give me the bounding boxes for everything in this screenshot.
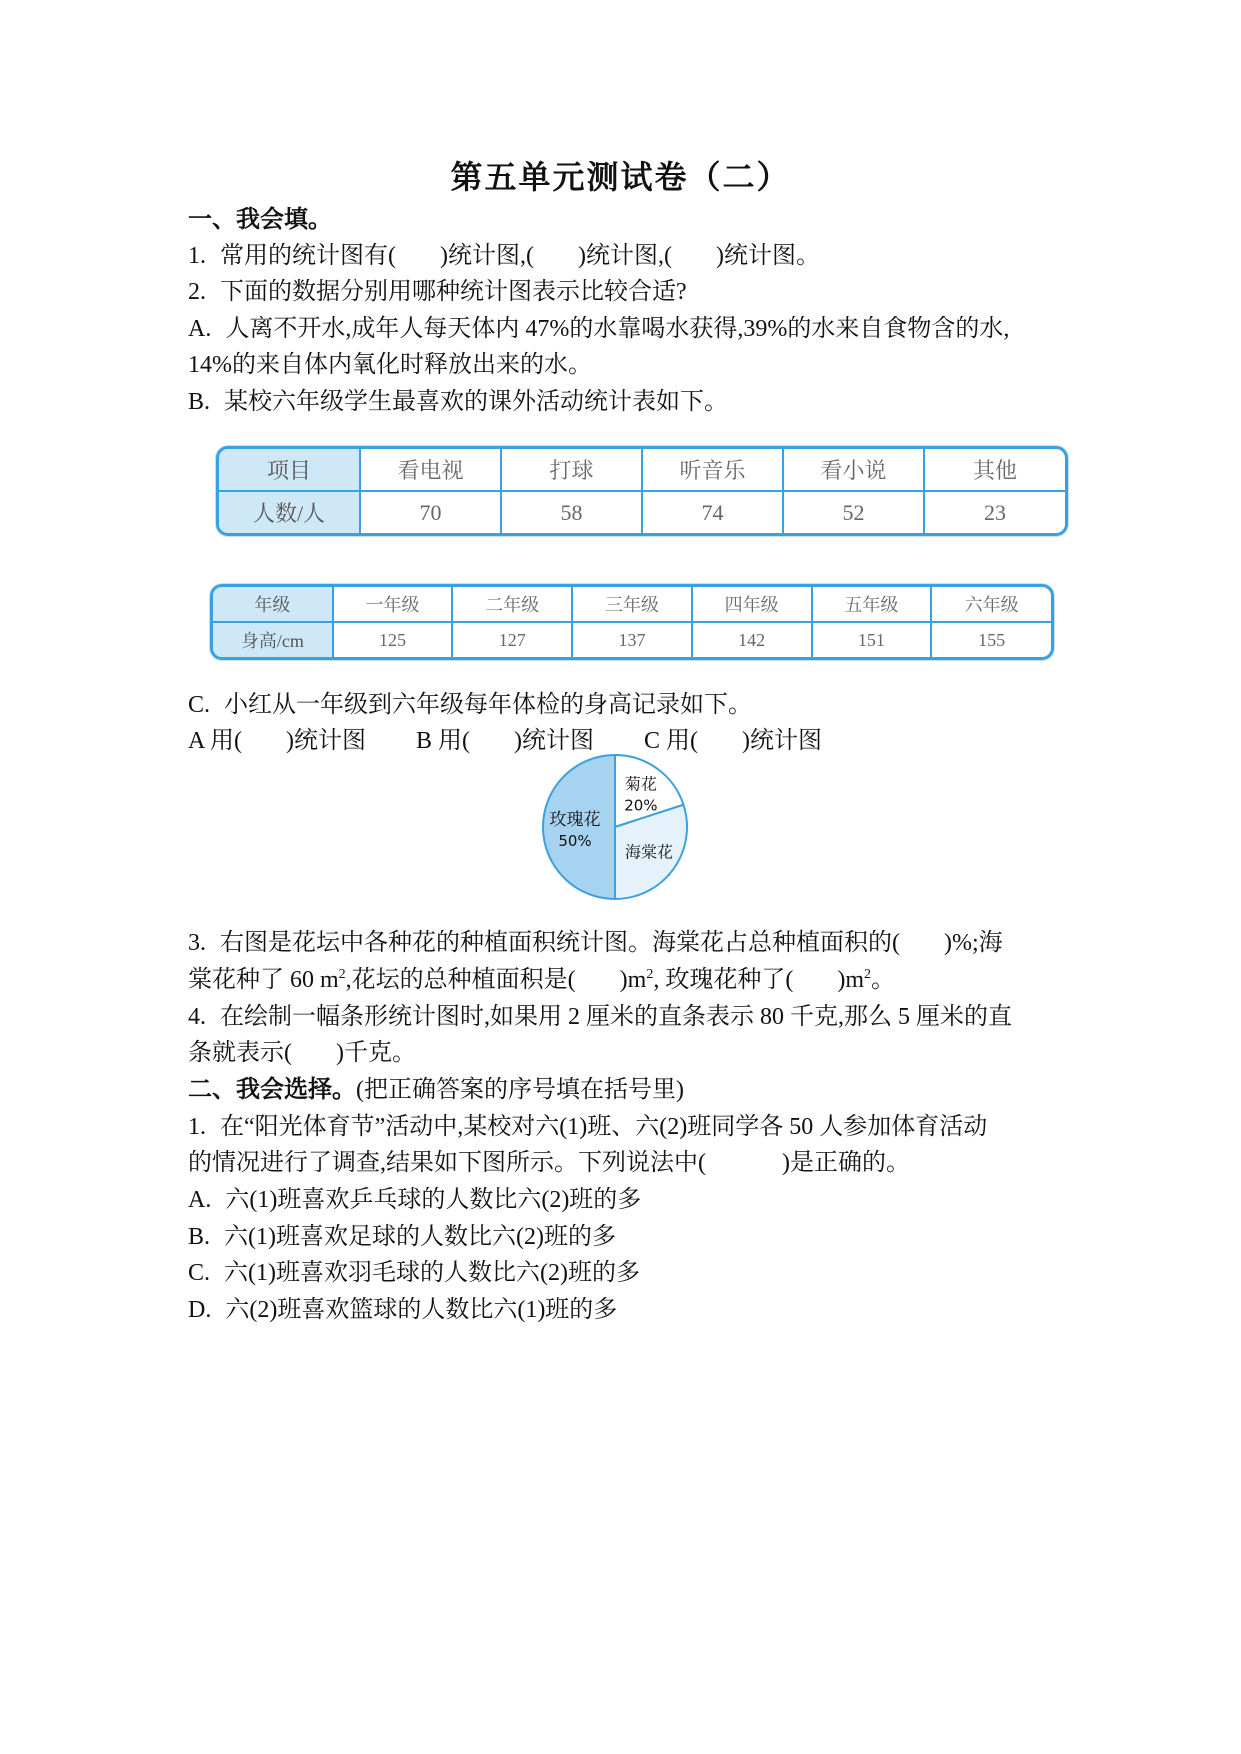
s2-q1-text1: 在“阳光体育节”活动中,某校对六(1)班、六(2)班同学各 50 人参加体育活动 <box>220 1114 988 1140</box>
table-row <box>213 622 1051 657</box>
q3-text2e: )m <box>837 967 865 993</box>
q4-text2a: 条就表示( <box>188 1040 292 1066</box>
q2-c-line <box>188 690 752 720</box>
q2-text: 下面的数据分别用哪种统计图表示比较合适? <box>220 279 687 305</box>
table-header-cell: 年级 <box>213 587 333 622</box>
q2-a-line2: 14%的来自体内氧化时释放出来的水。 <box>188 352 592 378</box>
table-header-cell: 听音乐 <box>642 449 783 491</box>
table-cell: 137 <box>572 622 692 657</box>
q1-number: 1. <box>188 243 206 269</box>
answer-a-suffix: )统计图 <box>286 728 366 754</box>
table-header-cell: 其他 <box>924 449 1065 491</box>
page-title: 第五单元测试卷（二） <box>450 159 791 195</box>
activity-table <box>216 446 1068 536</box>
table-header-cell: 看小说 <box>783 449 924 491</box>
flower-pie-chart <box>540 752 690 902</box>
answer-b-suffix: )统计图 <box>514 728 594 754</box>
table-cell: 125 <box>333 622 453 657</box>
q4-line1 <box>188 1002 1012 1032</box>
table-row <box>219 449 1065 491</box>
s2-q1-text2a: 的情况进行了调查,结果如下图所示。下列说法中( <box>188 1150 706 1176</box>
q2-a-line1 <box>188 314 1009 344</box>
section2-heading-line <box>188 1075 684 1105</box>
q2-a-label: A. <box>188 316 212 342</box>
pie-label-0: 玫瑰花 <box>549 810 601 830</box>
q3-text2c: )m <box>619 967 647 993</box>
section2-heading: 二、我会选择。 <box>188 1077 356 1103</box>
table-cell: 142 <box>692 622 812 657</box>
option-label: A. <box>188 1187 212 1213</box>
q1-line <box>188 241 820 271</box>
table-cell: 155 <box>931 622 1051 657</box>
q2-line <box>188 277 687 307</box>
q2-b-line <box>188 387 728 417</box>
pie-value-label-1: 20% <box>624 796 658 815</box>
pie-label-2: 海棠花 <box>624 842 673 862</box>
answer-b-prefix: B 用( <box>416 728 470 754</box>
table-row <box>219 491 1065 533</box>
q3-text2a: 棠花种了 60 m <box>188 967 339 993</box>
height-table <box>210 584 1054 660</box>
table-header-cell: 五年级 <box>812 587 932 622</box>
option-text: 六(2)班喜欢篮球的人数比六(1)班的多 <box>225 1297 618 1323</box>
table-cell: 身高/cm <box>213 622 333 657</box>
answer-c-suffix: )统计图 <box>742 728 822 754</box>
pie-value-label-0: 50% <box>558 832 592 850</box>
q4-text2b: )千克。 <box>336 1040 416 1066</box>
table-header-cell: 二年级 <box>452 587 572 622</box>
s2-q1-number: 1. <box>188 1114 206 1140</box>
option-b[interactable] <box>188 1222 616 1252</box>
option-text: 六(1)班喜欢羽毛球的人数比六(2)班的多 <box>224 1260 640 1286</box>
table-header-cell: 看电视 <box>360 449 501 491</box>
table-cell: 58 <box>501 491 642 533</box>
table-header-cell: 六年级 <box>931 587 1051 622</box>
q4-text1: 在绘制一幅条形统计图时,如果用 2 厘米的直条表示 80 千克,那么 5 厘米的直 <box>220 1004 1012 1030</box>
table-cell: 151 <box>812 622 932 657</box>
option-label: C. <box>188 1260 211 1286</box>
q1-text-a: 常用的统计图有( <box>220 243 396 269</box>
table-header-cell: 一年级 <box>333 587 453 622</box>
option-d[interactable] <box>188 1295 617 1325</box>
table-header-cell: 三年级 <box>572 587 692 622</box>
q2-b-text: 某校六年级学生最喜欢的课外活动统计表如下。 <box>224 389 729 415</box>
option-a[interactable] <box>188 1185 641 1215</box>
superscript: 2 <box>338 967 346 982</box>
q1-text-d: )统计图。 <box>715 243 820 269</box>
s2-q1-line2 <box>188 1148 910 1178</box>
pie-svg <box>540 752 690 902</box>
table-cell: 人数/人 <box>219 491 360 533</box>
q3-number: 3. <box>188 930 206 956</box>
q2-b-label: B. <box>188 389 211 415</box>
q4-line2 <box>188 1038 416 1068</box>
q2-c-label: C. <box>188 692 211 718</box>
section1-heading: 一、我会填。 <box>188 207 332 233</box>
q2-number: 2. <box>188 279 206 305</box>
superscript: 2 <box>646 967 654 982</box>
table-cell: 23 <box>924 491 1065 533</box>
answer-c-prefix: C 用( <box>644 728 698 754</box>
q2-answer-line <box>188 726 822 756</box>
option-label: B. <box>188 1224 211 1250</box>
q4-number: 4. <box>188 1004 206 1030</box>
table-header-cell: 四年级 <box>692 587 812 622</box>
option-text: 六(1)班喜欢乒乓球的人数比六(2)班的多 <box>225 1187 642 1213</box>
section2-note: (把正确答案的序号填在括号里) <box>356 1077 684 1103</box>
table-cell: 70 <box>360 491 501 533</box>
q3-text2d: , 玫瑰花种了( <box>653 967 794 993</box>
q2-a-text1: 人离不开水,成年人每天体内 47%的水靠喝水获得,39%的水来自食物含的水, <box>225 316 1010 342</box>
table-cell: 127 <box>452 622 572 657</box>
q3-line1 <box>188 928 1003 958</box>
q3-line2 <box>188 965 895 995</box>
q1-text-c: )统计图,( <box>577 243 672 269</box>
q3-text1b: )%;海 <box>944 930 1003 956</box>
option-c[interactable] <box>188 1258 640 1288</box>
answer-a-prefix: A 用( <box>188 728 242 754</box>
table-header-cell: 项目 <box>219 449 360 491</box>
q3-text2b: ,花坛的总种植面积是( <box>345 967 576 993</box>
table-row <box>213 587 1051 622</box>
q3-text2f: 。 <box>871 967 896 993</box>
s2-q1-text2b: )是正确的。 <box>782 1150 910 1176</box>
pie-label-1: 菊花 <box>624 774 657 794</box>
table-header-cell: 打球 <box>501 449 642 491</box>
superscript: 2 <box>864 967 872 982</box>
q3-text1a: 右图是花坛中各种花的种植面积统计图。海棠花占总种植面积的( <box>220 930 900 956</box>
option-text: 六(1)班喜欢足球的人数比六(2)班的多 <box>224 1224 616 1250</box>
option-label: D. <box>188 1297 212 1323</box>
q1-text-b: )统计图,( <box>440 243 534 269</box>
table-cell: 74 <box>642 491 783 533</box>
table-cell: 52 <box>783 491 924 533</box>
q2-c-text: 小红从一年级到六年级每年体检的身高记录如下。 <box>224 692 753 718</box>
s2-q1-line1 <box>188 1112 987 1142</box>
